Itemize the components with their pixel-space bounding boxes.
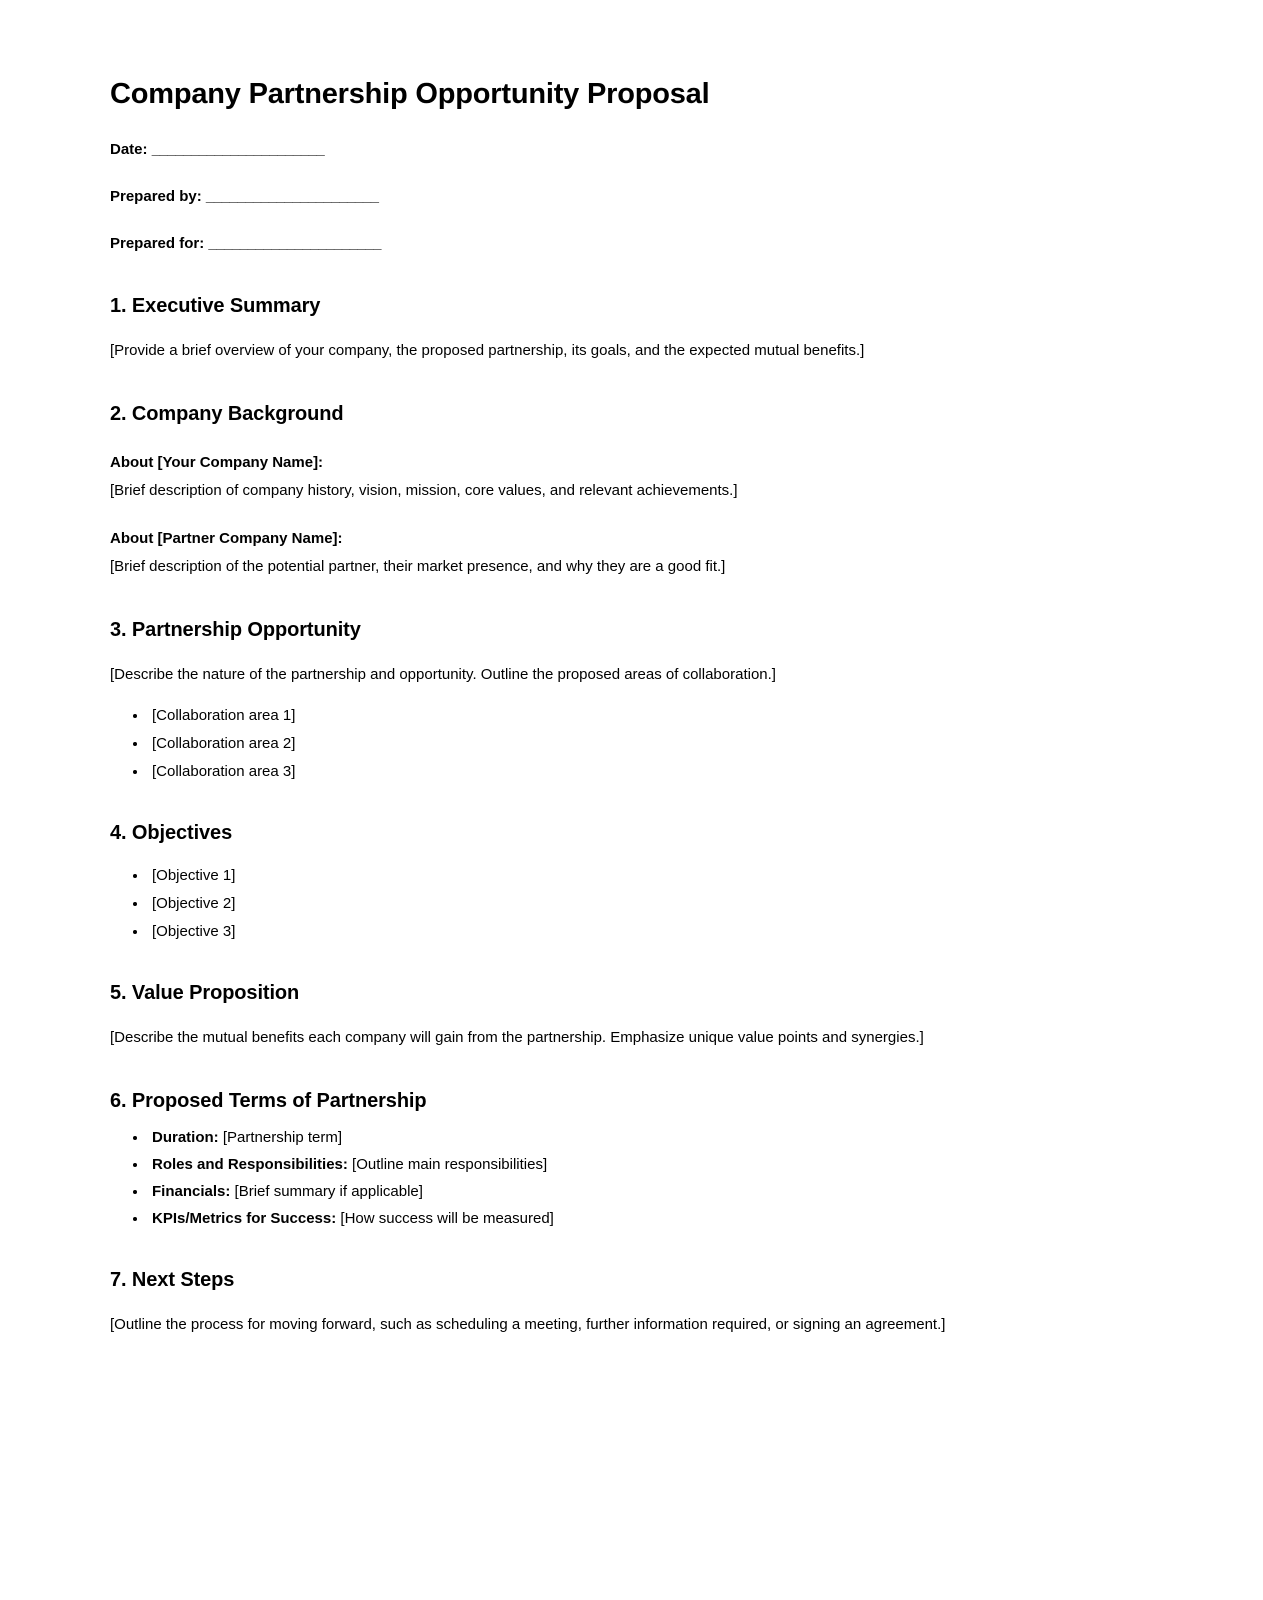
proposed-terms-list — [110, 1129, 1153, 1228]
section-company-background — [110, 402, 1153, 578]
section-body-value-proposition: [Describe the mutual benefits each company will gain from the partnership. Emphasize unique value points and synergies.] — [110, 1029, 924, 1047]
term-value: [Outline main responsibilities] — [352, 1156, 548, 1174]
prepared-for-field-row — [110, 233, 1153, 254]
list-item-text: [Collaboration area 2] — [152, 735, 296, 753]
list-item — [148, 763, 1153, 781]
term-label: KPIs/Metrics for Success: — [152, 1210, 337, 1228]
list-item-text: [Objective 1] — [152, 867, 236, 885]
prepared-by-input-rule[interactable]: ______________________ — [205, 188, 379, 206]
subheading-about-your-company: About [Your Company Name]: — [110, 454, 324, 472]
term-value: [Brief summary if applicable] — [234, 1183, 423, 1201]
prepared-by-label: Prepared by: — [110, 188, 202, 206]
objectives-list — [110, 867, 1153, 941]
section-heading-value-proposition: 5. Value Proposition — [110, 982, 300, 1005]
prepared-for-label: Prepared for: — [110, 235, 205, 253]
section-value-proposition — [110, 981, 1153, 1049]
prepared-by-field-row — [110, 186, 1153, 207]
section-partnership-opportunity — [110, 618, 1153, 782]
date-field-row — [110, 139, 1153, 160]
list-item-text: [Collaboration area 1] — [152, 707, 296, 725]
list-item — [148, 1183, 1153, 1201]
list-item — [148, 867, 1153, 885]
date-input-rule[interactable]: ______________________ — [151, 141, 325, 159]
list-item-text: [Objective 3] — [152, 923, 236, 941]
list-item — [148, 1129, 1153, 1147]
section-heading-next-steps: 7. Next Steps — [110, 1269, 235, 1292]
term-value: [Partnership term] — [222, 1129, 343, 1147]
section-executive-summary — [110, 294, 1153, 362]
list-item — [148, 1156, 1153, 1174]
term-value: [How success will be measured] — [340, 1210, 554, 1228]
page-title: Company Partnership Opportunity Proposal — [110, 78, 710, 110]
term-label: Financials: — [152, 1183, 231, 1201]
list-item-text: [Collaboration area 3] — [152, 763, 296, 781]
section-heading-proposed-terms: 6. Proposed Terms of Partnership — [110, 1090, 427, 1113]
section-body-partnership-opportunity: [Describe the nature of the partnership and opportunity. Outline the proposed areas of collaboration.] — [110, 665, 776, 683]
list-item — [148, 923, 1153, 941]
subheading-about-partner-company: About [Partner Company Name]: — [110, 529, 343, 547]
list-item — [148, 895, 1153, 913]
list-item — [148, 707, 1153, 725]
prepared-for-input-rule[interactable]: ______________________ — [208, 235, 381, 253]
section-heading-executive-summary: 1. Executive Summary — [110, 295, 321, 318]
section-heading-partnership-opportunity: 3. Partnership Opportunity — [110, 618, 361, 641]
section-body-executive-summary: [Provide a brief overview of your company, the proposed partnership, its goals, and the expected mutual benefits.] — [110, 342, 865, 360]
section-objectives — [110, 821, 1153, 941]
collaboration-areas-list — [110, 707, 1153, 781]
term-label: Roles and Responsibilities: — [152, 1156, 348, 1174]
section-body-next-steps: [Outline the process for moving forward, such as scheduling a meeting, further information required, or signing an agreement.] — [110, 1316, 946, 1334]
term-label: Duration: — [152, 1129, 219, 1147]
list-item — [148, 1210, 1153, 1228]
body-about-partner-company: [Brief description of the potential partner, their market presence, and why they are a good fit.] — [110, 557, 726, 575]
list-item — [148, 735, 1153, 753]
section-heading-objectives: 4. Objectives — [110, 822, 233, 845]
section-proposed-terms — [110, 1089, 1153, 1228]
body-about-your-company: [Brief description of company history, vision, mission, core values, and relevant achievements.] — [110, 482, 738, 500]
list-item-text: [Objective 2] — [152, 895, 236, 913]
section-next-steps — [110, 1268, 1153, 1336]
date-label: Date: — [110, 141, 148, 159]
section-heading-company-background: 2. Company Background — [110, 403, 344, 426]
